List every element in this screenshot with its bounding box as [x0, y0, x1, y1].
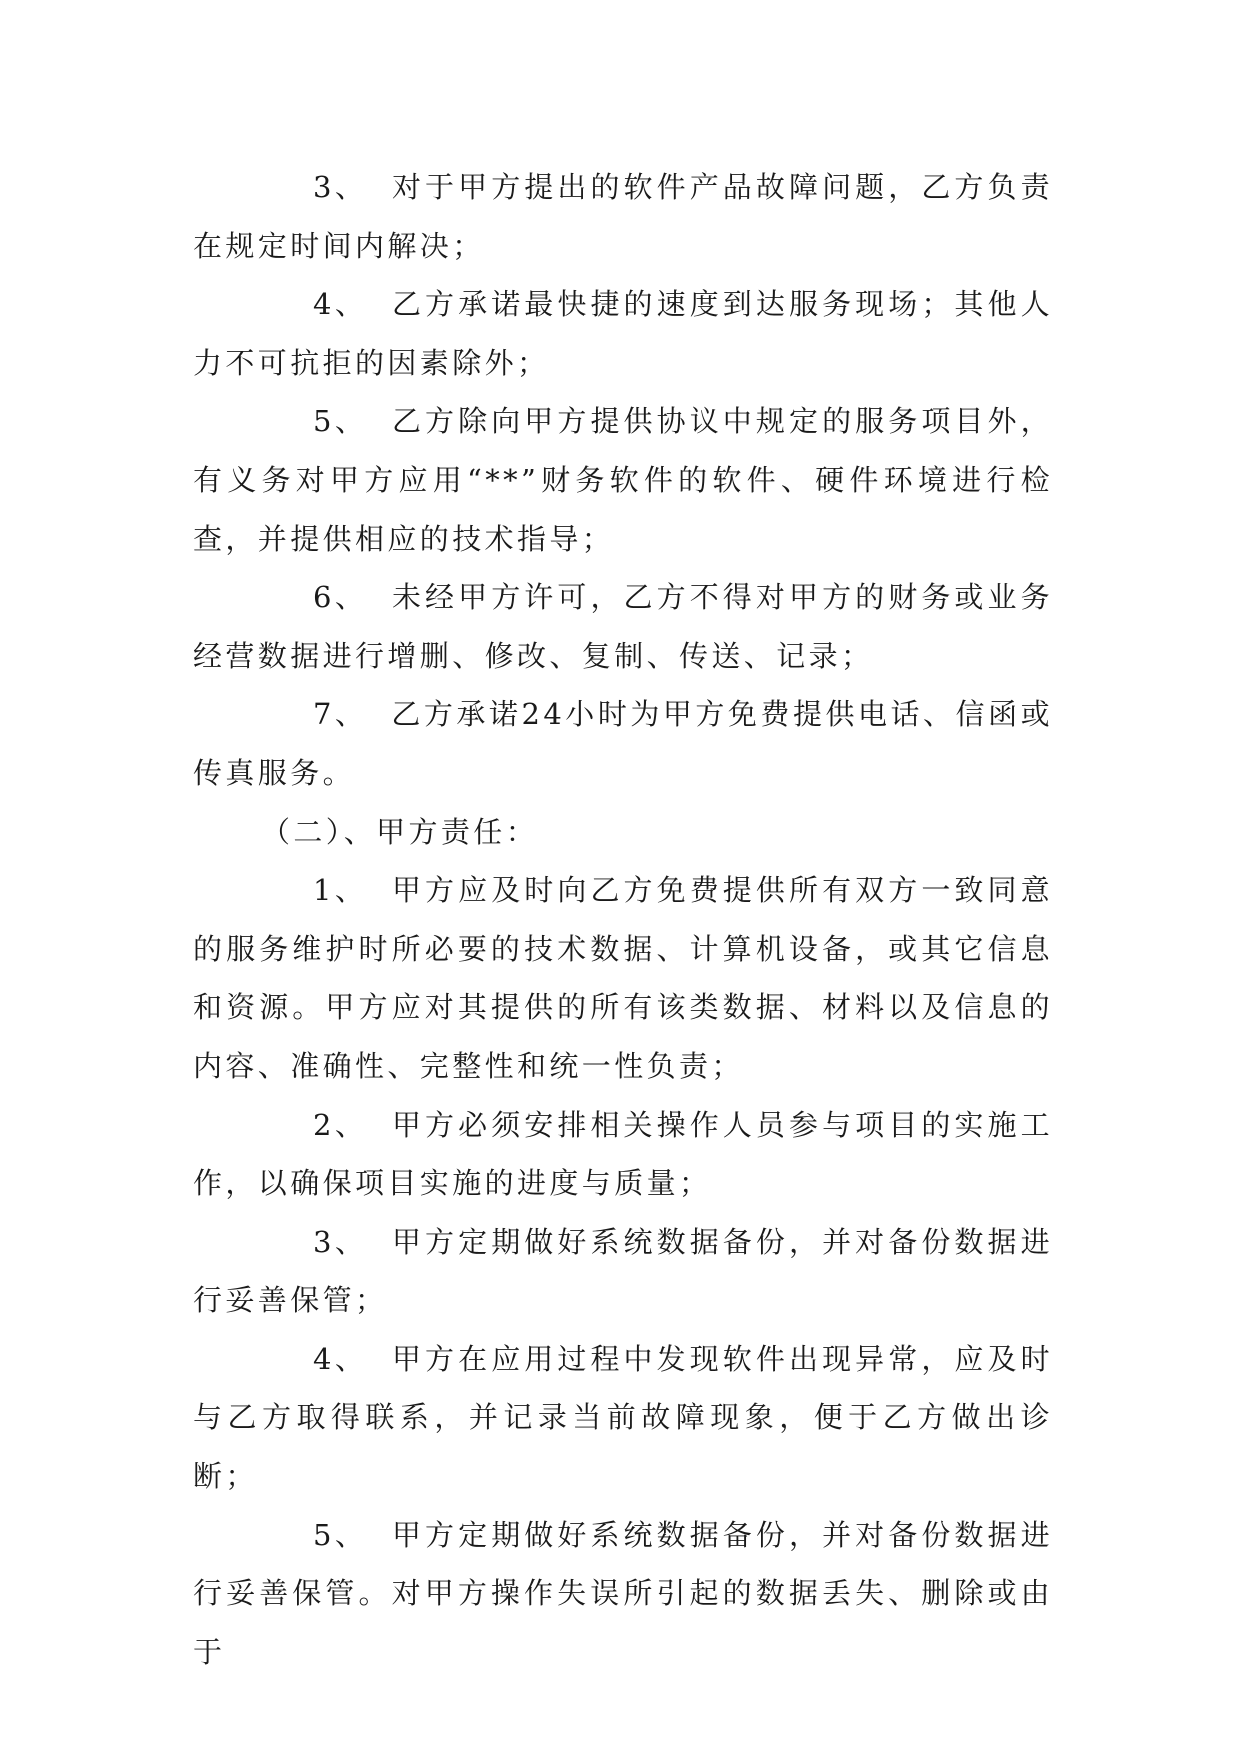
clause-number: 1、 [313, 873, 368, 908]
clause-b-3 [193, 158, 1053, 275]
clause-a-2 [193, 1096, 1053, 1213]
clause-text: 甲方定期做好系统数据备份，并对备份数据进行妥善保管。对甲方操作失误所引起的数据丢失、删除或由于 [193, 1517, 1053, 1669]
document-page [193, 158, 1053, 1681]
clause-number: 2、 [313, 1107, 368, 1142]
clause-text: 乙方承诺24小时为甲方免费提供电话、信函或传真服务。 [193, 697, 1053, 790]
clause-b-6 [193, 568, 1053, 685]
clause-a-5 [193, 1506, 1053, 1682]
clause-text: 对于甲方提出的软件产品故障问题，乙方负责在规定时间内解决； [193, 170, 1053, 263]
clause-a-1 [193, 861, 1053, 1095]
clause-b-7 [193, 685, 1053, 802]
clause-text: 甲方应及时向乙方免费提供所有双方一致同意的服务维护时所必要的技术数据、计算机设备，或其它信息和资源。甲方应对其提供的所有该类数据、材料以及信息的内容、准确性、完整性和统一性负责； [193, 873, 1053, 1083]
clause-text: 未经甲方许可，乙方不得对甲方的财务或业务经营数据进行增删、修改、复制、传送、记录； [193, 580, 1053, 673]
clause-number: 5、 [313, 404, 368, 439]
clause-text: 甲方必须安排相关操作人员参与项目的实施工作，以确保项目实施的进度与质量； [193, 1107, 1053, 1201]
clause-number: 6、 [313, 580, 368, 615]
clause-a-3 [193, 1213, 1053, 1330]
clause-number: 7、 [313, 697, 368, 732]
clause-number: 3、 [313, 1224, 368, 1259]
clause-text: 甲方定期做好系统数据备份，并对备份数据进行妥善保管； [193, 1224, 1053, 1318]
section-heading-party-a: （二）、甲方责任： [261, 814, 539, 849]
clause-number: 3、 [313, 170, 368, 204]
clause-a-4 [193, 1330, 1053, 1506]
clause-text: 乙方除向甲方提供协议中规定的服务项目外，有义务对甲方应用“**”财务软件的软件、硬件环境进行检查，并提供相应的技术指导； [193, 404, 1053, 556]
clause-text: 乙方承诺最快捷的速度到达服务现场；其他人力不可抗拒的因素除外； [193, 287, 1053, 380]
clause-text: 甲方在应用过程中发现软件出现异常，应及时与乙方取得联系，并记录当前故障现象，便于乙方做出诊断； [193, 1341, 1053, 1494]
clause-number: 4、 [313, 287, 368, 322]
clause-number: 5、 [313, 1517, 368, 1552]
clause-number: 4、 [313, 1341, 368, 1376]
clause-b-4 [193, 275, 1053, 392]
clause-b-5 [193, 392, 1053, 568]
